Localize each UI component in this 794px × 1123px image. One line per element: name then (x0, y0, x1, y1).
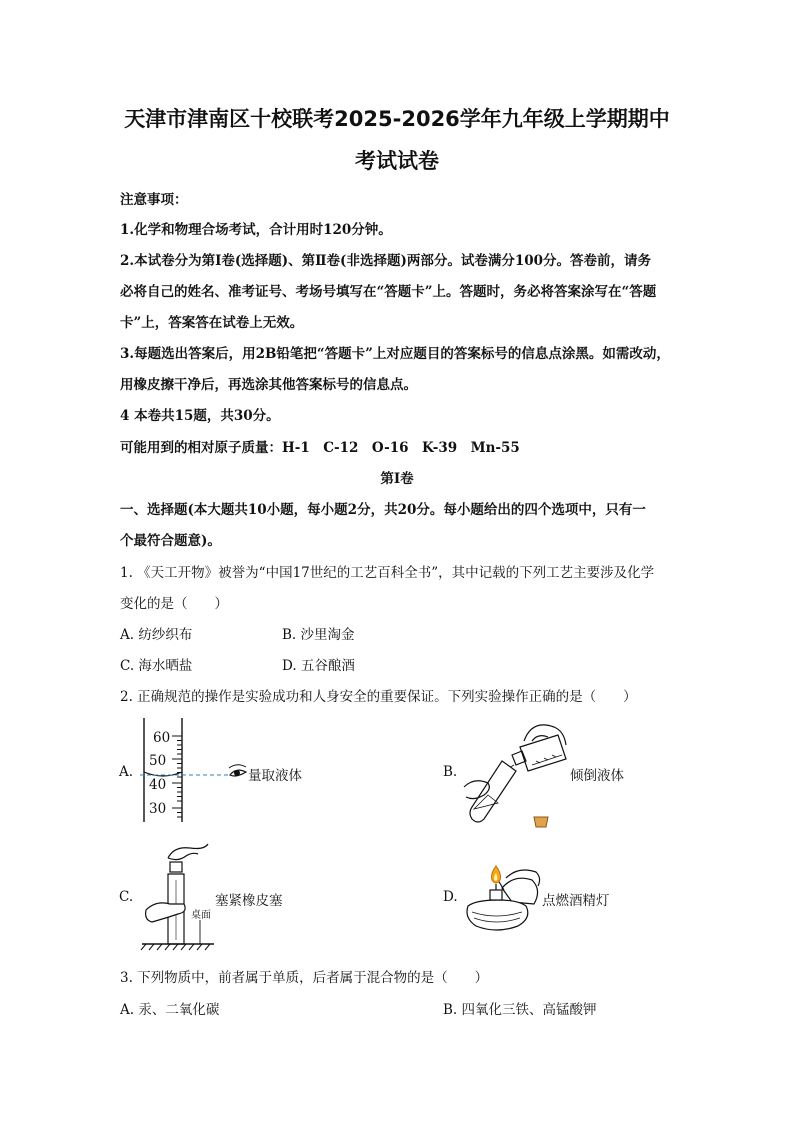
q2-d-label: 点燃酒精灯 (542, 893, 610, 909)
section-instruction-line2: 个最符合题意)。 (120, 533, 221, 549)
notice-item-2-line1: 2.本试卷分为第Ⅰ卷(选择题)、第Ⅱ卷(非选择题)两部分。试卷满分100分。答卷前，请务 (120, 253, 652, 269)
cylinder-tick-40: 40 (149, 777, 167, 793)
notice-item-3-line1: 3.每题选出答案后，用2B铅笔把“答题卡”上对应题目的答案标号的信息点涂黑。如需改动， (120, 346, 670, 362)
cylinder-tick-30: 30 (149, 801, 167, 817)
notice-item-3-line2: 用橡皮擦干净后，再选涂其他答案标号的信息点。 (120, 377, 417, 393)
notice-item-2-line2: 必将自己的姓名、准考证号、考场号填写在“答题卡”上。答题时，务必将答案涂写在“答题 (120, 284, 657, 300)
q2-d-letter: D. (443, 889, 458, 905)
q3-stem: 3. 下列物质中，前者属于单质，后者属于混合物的是（ ） (120, 970, 489, 986)
q2-b-letter: B. (443, 764, 458, 780)
q2-a-label: 量取液体 (248, 768, 302, 784)
q1-option-a: A. 纺纱织布 (120, 627, 193, 643)
notice-item-1: 1.化学和物理合场考试，合计用时120分钟。 (120, 222, 392, 238)
exam-title-line1: 天津市津南区十校联考2025-2026学年九年级上学期期中 (124, 107, 670, 131)
q1-stem-line1: 1. 《天工开物》被誉为“中国17世纪的工艺百科全书”，其中记载的下列工艺主要涉及化学 (120, 565, 655, 581)
notice-heading: 注意事项： (120, 192, 188, 208)
cylinder-tick-60: 60 (153, 730, 171, 746)
q3-option-a: A. 汞、二氧化碳 (120, 1002, 220, 1018)
stopper-test-tube-figure (138, 840, 223, 952)
pouring-liquid-figure (462, 715, 572, 830)
q1-option-c: C. 海水晒盐 (120, 658, 193, 674)
section-instruction-line1: 一、选择题(本大题共10小题，每小题2分，共20分。每小题给出的四个选项中，只有一 (120, 502, 646, 518)
notice-item-2-line3: 卡”上，答案答在试卷上无效。 (120, 315, 304, 331)
eye-icon (229, 765, 246, 776)
q2-c-label: 塞紧橡皮塞 (215, 893, 283, 909)
notice-item-4: 4 本卷共15题，共30分。 (120, 408, 280, 424)
q1-stem-line2: 变化的是（ ） (120, 596, 228, 612)
volume-heading: 第Ⅰ卷 (380, 471, 414, 487)
cylinder-tick-50: 50 (149, 753, 167, 769)
atomic-masses: 可能用到的相对原子质量：H-1 C-12 O-16 K-39 Mn-55 (120, 440, 520, 456)
q2-a-letter: A. (119, 764, 134, 780)
q1-option-b: B. 沙里淘金 (282, 627, 355, 643)
q2-stem: 2. 正确规范的操作是实验成功和人身安全的重要保证。下列实验操作正确的是（ ） (120, 689, 637, 705)
q2-c-letter: C. (119, 889, 134, 905)
desk-label: 桌面 (191, 910, 211, 921)
alcohol-lamp-figure (462, 860, 544, 935)
q3-option-b: B. 四氧化三铁、高锰酸钾 (443, 1002, 597, 1018)
exam-title-line2: 考试试卷 (355, 149, 439, 173)
q2-b-label: 倾倒液体 (570, 768, 624, 784)
q1-option-d: D. 五谷酿酒 (282, 658, 355, 674)
